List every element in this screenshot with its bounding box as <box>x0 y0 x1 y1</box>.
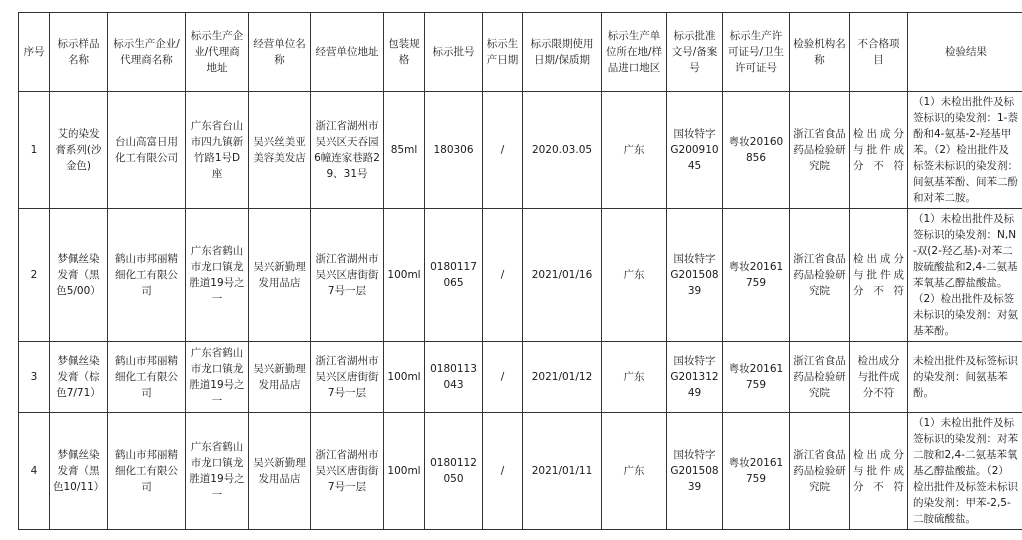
cell-no: 4 <box>19 413 50 530</box>
inspection-results-table <box>18 12 1022 530</box>
header-dealer-address: 经营单位地址 <box>311 13 384 92</box>
header-license: 标示生产许可证号/卫生许可证号 <box>723 13 790 92</box>
cell-agency: 浙江省食品药品检验研究院 <box>790 413 850 530</box>
cell-approval: 国妆特字G20150839 <box>667 413 723 530</box>
cell-dealer: 吴兴丝美亚美容美发店 <box>249 92 311 209</box>
header-prod-date: 标示生产日期 <box>483 13 523 92</box>
header-approval: 标示批准文号/备案号 <box>667 13 723 92</box>
cell-origin: 广东 <box>602 342 667 413</box>
cell-sample-name: 梦佩丝染发膏（棕色7/71） <box>50 342 108 413</box>
cell-company: 鹤山市邦丽精细化工有限公司 <box>108 342 186 413</box>
cell-license: 粤妆20161759 <box>723 413 790 530</box>
cell-agency: 浙江省食品药品检验研究院 <box>790 342 850 413</box>
cell-batch: 0180117065 <box>425 209 483 342</box>
header-agency: 检验机构名称 <box>790 13 850 92</box>
cell-approval: 国妆特字G20150839 <box>667 209 723 342</box>
header-company: 标示生产企业/代理商名称 <box>108 13 186 92</box>
table-row <box>19 92 1022 209</box>
cell-dealer-address: 浙江省湖州市吴兴区天吞园6幢连家巷路29、31号 <box>311 92 384 209</box>
table-row <box>19 413 1022 530</box>
cell-result: 未检出批件及标签标识的染发剂：间氨基苯酚。 <box>908 342 1022 413</box>
header-spec: 包装规格 <box>384 13 425 92</box>
cell-failed-item: 检出成分与批件成分不符 <box>850 413 908 530</box>
cell-agency: 浙江省食品药品检验研究院 <box>790 92 850 209</box>
cell-dealer-address: 浙江省湖州市吴兴区唐街街7号一层 <box>311 209 384 342</box>
cell-result: （1）未检出批件及标签标识的染发剂：1-萘酚和4-氨基-2-羟基甲苯。（2）检出批件及标签未标识的染发剂：间氨基苯酚、间苯二酚和对苯二胺。 <box>908 92 1022 209</box>
cell-company-address: 广东省鹤山市龙口镇龙胜道19号之一 <box>186 413 249 530</box>
header-failed-item: 不合格项目 <box>850 13 908 92</box>
cell-expiry: 2021/01/11 <box>523 413 602 530</box>
cell-agency: 浙江省食品药品检验研究院 <box>790 209 850 342</box>
cell-company-address: 广东省台山市四九镇新竹路1号D座 <box>186 92 249 209</box>
header-result: 检验结果 <box>908 13 1022 92</box>
cell-license: 粤妆20161759 <box>723 209 790 342</box>
header-sample-name: 标示样品名称 <box>50 13 108 92</box>
cell-prod-date: / <box>483 342 523 413</box>
header-origin: 标示生产单位所在地/样品进口地区 <box>602 13 667 92</box>
cell-spec: 100ml <box>384 209 425 342</box>
cell-expiry: 2021/01/12 <box>523 342 602 413</box>
cell-dealer: 吴兴新勤理发用品店 <box>249 209 311 342</box>
cell-company-address: 广东省鹤山市龙口镇龙胜道19号之一 <box>186 342 249 413</box>
cell-approval: 国妆特字G20091045 <box>667 92 723 209</box>
cell-failed-item: 检出成分与批件成分不符 <box>850 342 908 413</box>
cell-dealer: 吴兴新勤理发用品店 <box>249 413 311 530</box>
cell-origin: 广东 <box>602 92 667 209</box>
header-row <box>19 13 1022 92</box>
header-expiry: 标示限期使用日期/保质期 <box>523 13 602 92</box>
cell-spec: 100ml <box>384 413 425 530</box>
cell-origin: 广东 <box>602 413 667 530</box>
cell-no: 1 <box>19 92 50 209</box>
cell-sample-name: 梦佩丝染发膏（黑色5/00） <box>50 209 108 342</box>
cell-sample-name: 艾的染发膏系列(沙金色) <box>50 92 108 209</box>
cell-expiry: 2020.03.05 <box>523 92 602 209</box>
cell-company: 鹤山市邦丽精细化工有限公司 <box>108 413 186 530</box>
cell-batch: 180306 <box>425 92 483 209</box>
cell-dealer-address: 浙江省湖州市吴兴区唐街街7号一层 <box>311 342 384 413</box>
cell-result: （1）未检出批件及标签标识的染发剂：N,N-双(2-羟乙基)-对苯二胺硫酸盐和2,4-二氨基苯氧基乙醇盐酸盐。（2）检出批件及标签未标识的染发剂：对氨基苯酚。 <box>908 209 1022 342</box>
cell-approval: 国妆特字G20131249 <box>667 342 723 413</box>
cell-batch: 0180112050 <box>425 413 483 530</box>
cell-result: （1）未检出批件及标签标识的染发剂：对苯二胺和2,4-二氨基苯氧基乙醇盐酸盐。（2）检出批件及标签未标识的染发剂：甲苯-2,5-二胺硫酸盐。 <box>908 413 1022 530</box>
cell-license: 粤妆20161759 <box>723 342 790 413</box>
cell-origin: 广东 <box>602 209 667 342</box>
cell-dealer-address: 浙江省湖州市吴兴区唐街街7号一层 <box>311 413 384 530</box>
table-row <box>19 209 1022 342</box>
cell-no: 2 <box>19 209 50 342</box>
cell-company: 鹤山市邦丽精细化工有限公司 <box>108 209 186 342</box>
cell-batch: 0180113043 <box>425 342 483 413</box>
cell-prod-date: / <box>483 413 523 530</box>
cell-prod-date: / <box>483 92 523 209</box>
cell-dealer: 吴兴新勤理发用品店 <box>249 342 311 413</box>
cell-failed-item: 检出成分与批件成分不符 <box>850 209 908 342</box>
table-row <box>19 342 1022 413</box>
header-no: 序号 <box>19 13 50 92</box>
header-company-address: 标示生产企业/代理商地址 <box>186 13 249 92</box>
header-batch: 标示批号 <box>425 13 483 92</box>
cell-company: 台山高富日用化工有限公司 <box>108 92 186 209</box>
cell-company-address: 广东省鹤山市龙口镇龙胜道19号之一 <box>186 209 249 342</box>
cell-failed-item: 检出成分与批件成分不符 <box>850 92 908 209</box>
cell-prod-date: / <box>483 209 523 342</box>
cell-spec: 100ml <box>384 342 425 413</box>
cell-no: 3 <box>19 342 50 413</box>
cell-spec: 85ml <box>384 92 425 209</box>
cell-license: 粤妆20160856 <box>723 92 790 209</box>
cell-sample-name: 梦佩丝染发膏（黑色10/11） <box>50 413 108 530</box>
header-dealer: 经营单位名称 <box>249 13 311 92</box>
cell-expiry: 2021/01/16 <box>523 209 602 342</box>
